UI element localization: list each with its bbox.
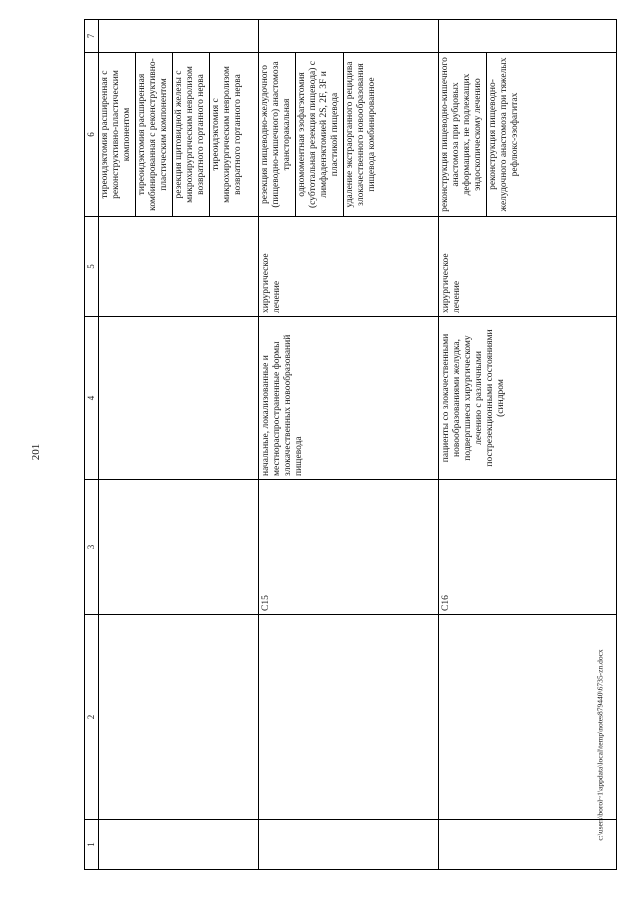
methods-cell (439, 53, 617, 217)
method-item: резекция пищеводно-желудочного (пищеводно-кишечного) анастомоза трансторакальная (259, 53, 296, 216)
treatment-type: хирургическое лечение (439, 217, 617, 317)
column-number: 5 (85, 217, 99, 317)
table-cell (99, 217, 259, 317)
method-item: тиреоидэктомия расширенная с реконструктивно-пластическим компонентом (99, 53, 136, 216)
table-cell (99, 820, 259, 870)
table-row (439, 20, 617, 870)
table-cell (259, 820, 439, 870)
column-number: 6 (85, 53, 99, 217)
methods-cell (259, 53, 439, 217)
column-number-row (85, 20, 99, 870)
page-number: 201 (30, 443, 42, 461)
method-item: резекция щитовидной железы с микрохирургическим невролизом возвратного гортанного нерва (173, 53, 210, 216)
table-row (99, 20, 259, 870)
column-number: 2 (85, 615, 99, 820)
column-number: 7 (85, 20, 99, 53)
method-item: тиреоидэктомия расширенная комбинированная с реконструктивно-пластическим компонентом (136, 53, 173, 216)
table-row (259, 20, 439, 870)
table-cell (439, 20, 617, 53)
table-cell (99, 480, 259, 615)
methods-cell (99, 53, 259, 217)
patient-model: пациенты со злокачественными новообразованиями желудка, подвергшиеся хирургическому лечению с различными пострезекционными состояниями (синдром (439, 317, 617, 480)
column-number: 1 (85, 820, 99, 870)
method-item: одномоментная эзофагэктомия (субтотальная резекция пищевода) с лимфаденэктомией 2S, 2F, 3F и пластикой пищевода (296, 53, 344, 216)
table-cell (259, 20, 439, 53)
table-cell (99, 615, 259, 820)
method-item: реконструкция пищеводно-кишечного анастомоза при рубцовых деформациях, не подлежащих эндоскопическому лечению (439, 53, 487, 216)
table-cell (99, 317, 259, 480)
diagnosis-code: C16 (439, 480, 617, 615)
table-cell (439, 820, 617, 870)
diagnosis-code: C15 (259, 480, 439, 615)
method-item: удаление экстраорганного рецидива злокачественного новообразования пищевода комбинированное (345, 61, 377, 208)
patient-model: начальные, локализованные и местнораспространенные формы злокачественных новообразований пищевода (259, 317, 439, 480)
table-cell (99, 20, 259, 53)
medical-procedures-table (84, 19, 617, 870)
column-number: 4 (85, 317, 99, 480)
column-number: 3 (85, 480, 99, 615)
method-item: реконструкция пищеводно-желудочного анастомоза при тяжелых рефлюкс-эзофагитах (488, 57, 520, 212)
treatment-type: хирургическое лечение (259, 217, 439, 317)
table-cell (259, 615, 439, 820)
rotated-table-container (84, 20, 617, 870)
table-cell (439, 615, 617, 820)
footer-file-path: c:\users\borol~1\appdata\local\temp\notes879440\6735-zn.docx (595, 649, 605, 841)
method-item: тиреоидэктомия с микрохирургическим невролизом возвратного гортанного нерва (211, 66, 243, 203)
